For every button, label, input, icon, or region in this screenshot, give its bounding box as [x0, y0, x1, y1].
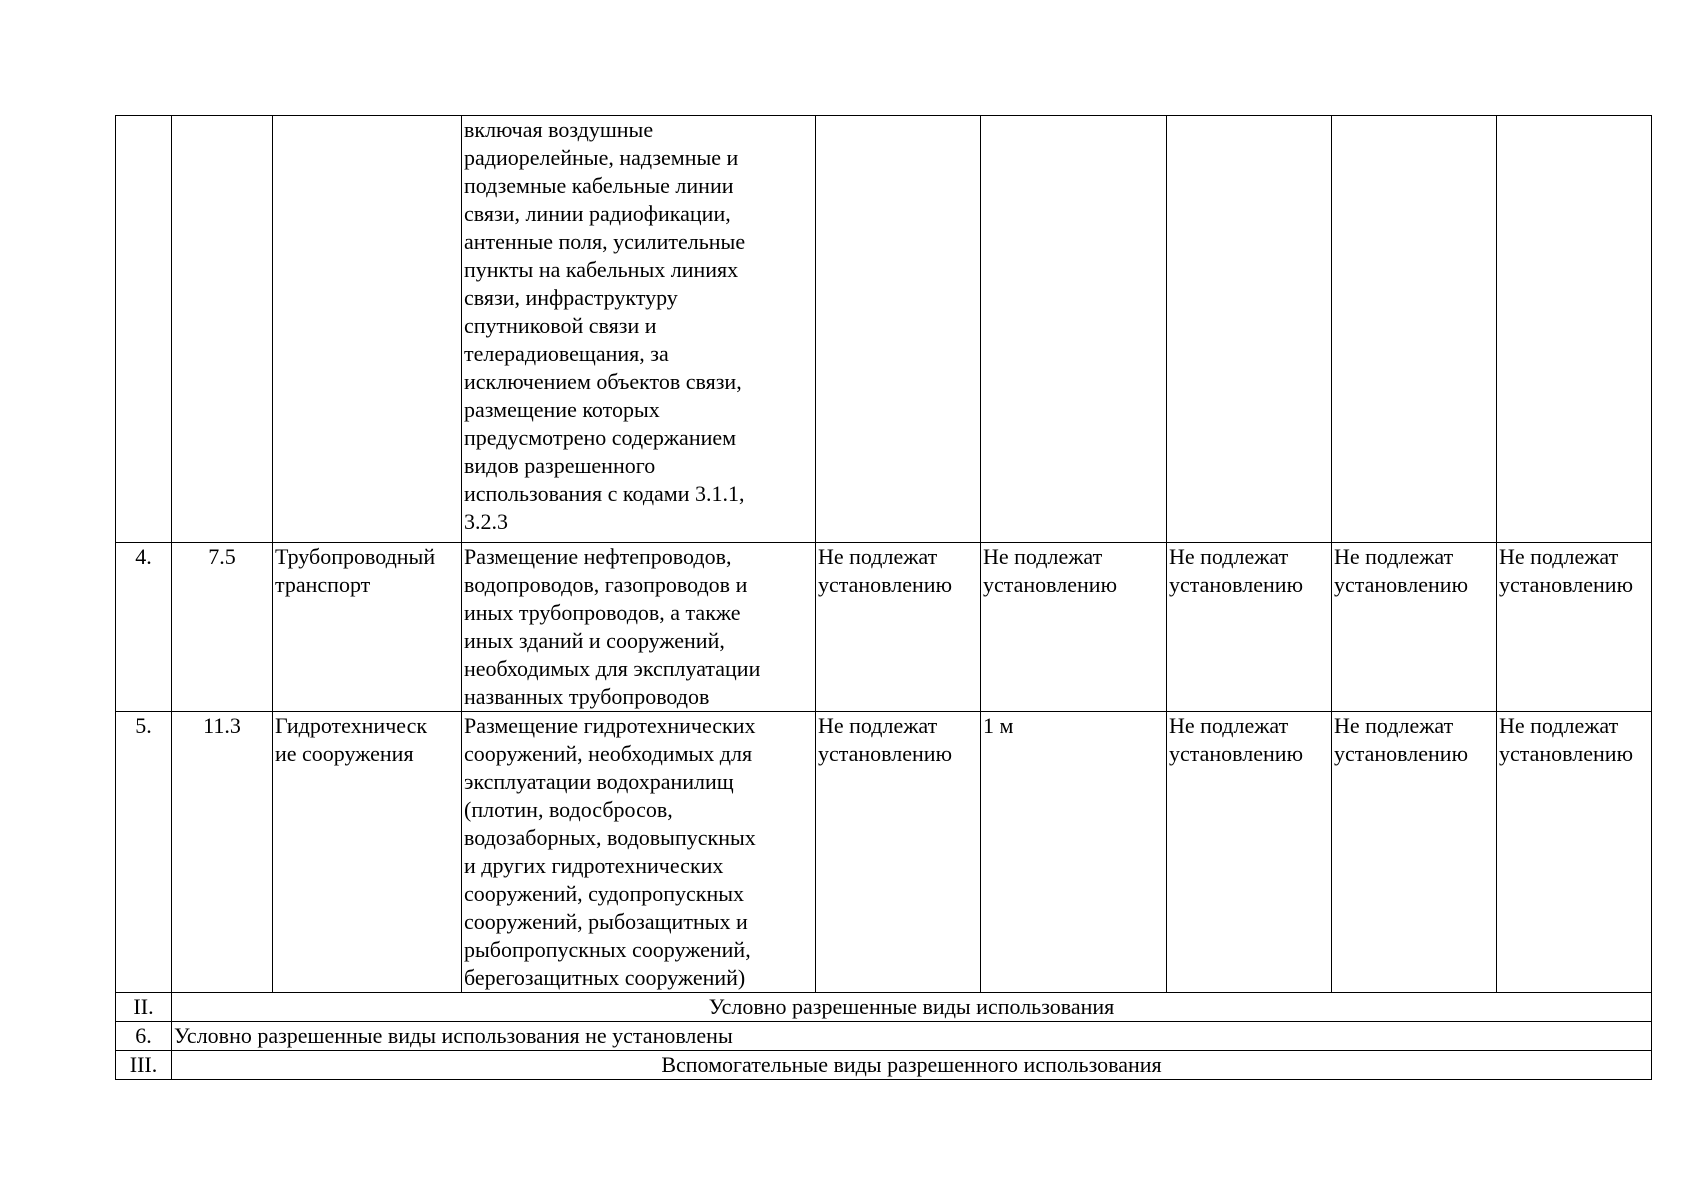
section-row-auxiliary [116, 1051, 1652, 1080]
section-title: Вспомогательные виды разрешенного использования [172, 1051, 1652, 1080]
cell-name [273, 116, 462, 543]
cell-param-5 [1497, 116, 1652, 543]
table-row [116, 543, 1652, 712]
cell-code: 7.5 [172, 543, 273, 712]
cell-param-5: Не подлежат установлению [1497, 712, 1652, 993]
cell-num [116, 116, 172, 543]
cell-note: Условно разрешенные виды использования не установлены [172, 1022, 1652, 1051]
cell-code: 11.3 [172, 712, 273, 993]
cell-param-1: Не подлежат установлению [816, 543, 981, 712]
cell-num: 6. [116, 1022, 172, 1051]
cell-name: Гидротехническ ие сооружения [273, 712, 462, 993]
cell-description: Размещение гидротехнических сооружений, необходимых для эксплуатации водохранилищ (плотин, водосбросов, водозаборных, водовыпускных и других гидротехнических сооружений, судопропускных сооружений, рыбозащитных и рыбопропускных сооружений, берегозащитных сооружений) [462, 712, 816, 993]
cell-param-4: Не подлежат установлению [1332, 712, 1497, 993]
cell-param-4: Не подлежат установлению [1332, 543, 1497, 712]
table-row-6 [116, 1022, 1652, 1051]
cell-param-5: Не подлежат установлению [1497, 543, 1652, 712]
section-number: III. [116, 1051, 172, 1080]
cell-param-3: Не подлежат установлению [1167, 543, 1332, 712]
cell-param-3 [1167, 116, 1332, 543]
cell-param-2: Не подлежат установлению [981, 543, 1167, 712]
section-number: II. [116, 993, 172, 1022]
cell-description: включая воздушные радиорелейные, надземные и подземные кабельные линии связи, линии радиофикации, антенные поля, усилительные пункты на кабельных линиях связи, инфраструктуру спутниковой связи и телерадиовещания, за исключением объектов связи, размещение которых предусмотрено содержанием видов разрешенного использования с кодами 3.1.1, 3.2.3 [462, 116, 816, 543]
cell-name: Трубопроводный транспорт [273, 543, 462, 712]
section-title: Условно разрешенные виды использования [172, 993, 1652, 1022]
table-row [116, 712, 1652, 993]
cell-description: Размещение нефтепроводов, водопроводов, газопроводов и иных трубопроводов, а также иных зданий и сооружений, необходимых для эксплуатации названных трубопроводов [462, 543, 816, 712]
cell-param-3: Не подлежат установлению [1167, 712, 1332, 993]
cell-param-1 [816, 116, 981, 543]
cell-param-2: 1 м [981, 712, 1167, 993]
cell-param-4 [1332, 116, 1497, 543]
cell-param-1: Не подлежат установлению [816, 712, 981, 993]
cell-num: 4. [116, 543, 172, 712]
section-row-conditional [116, 993, 1652, 1022]
cell-param-2 [981, 116, 1167, 543]
cell-num: 5. [116, 712, 172, 993]
document-page [115, 115, 1651, 1080]
table-row-continuation [116, 116, 1652, 543]
cell-code [172, 116, 273, 543]
land-use-table [115, 115, 1652, 1080]
